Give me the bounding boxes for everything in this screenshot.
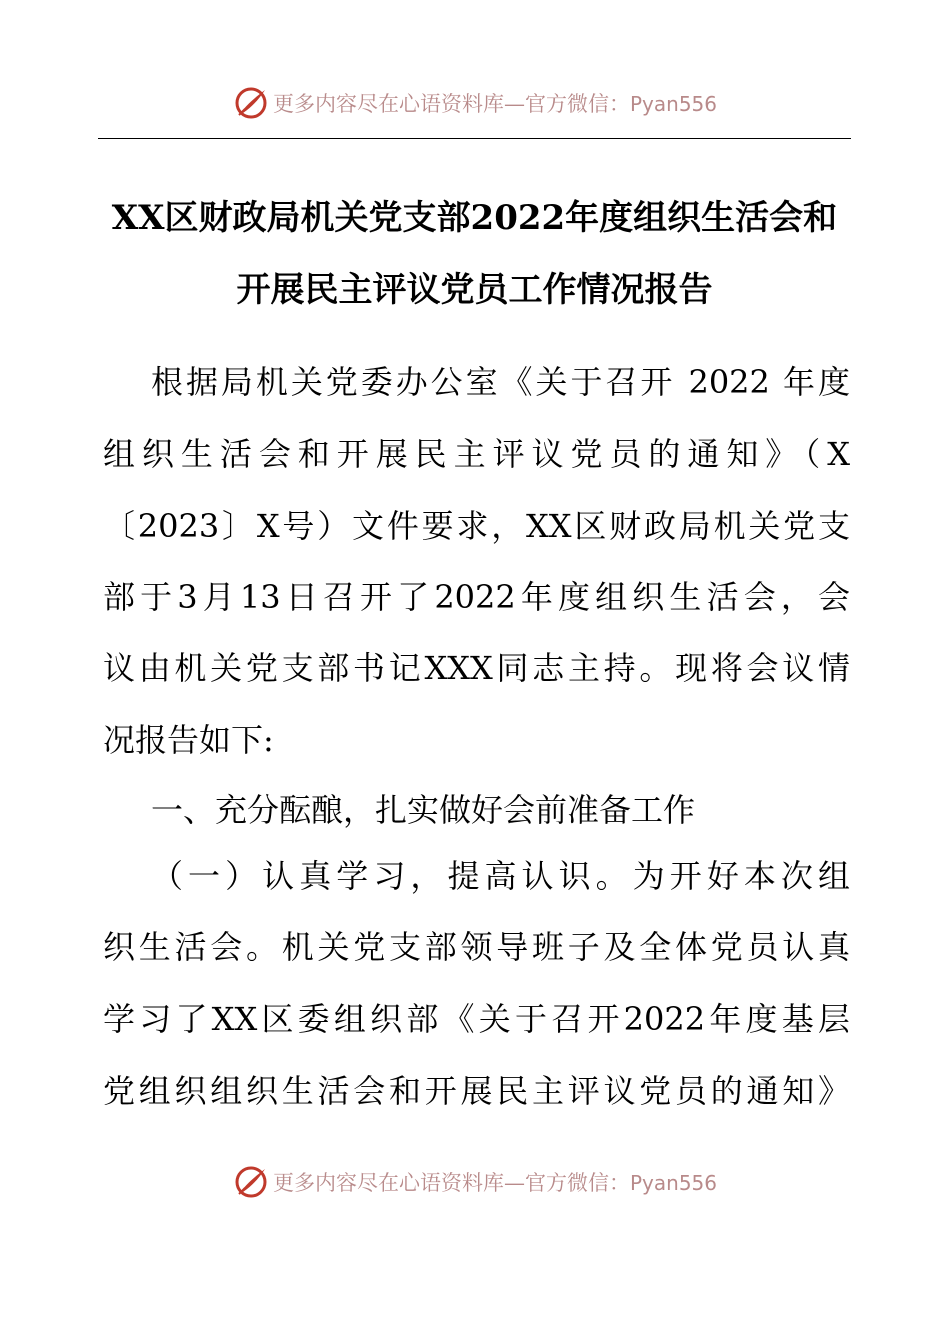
body-line-2: 组织生活会和开展民主评议党员的通知》（X <box>103 435 850 473</box>
body-line-10: 学习了XX区委组织部《关于召开2022年度基层 <box>103 1000 850 1038</box>
body-line-4: 部于3月13日召开了2022年度组织生活会，会 <box>103 578 850 616</box>
wechat-id: Pyan556 <box>629 92 717 116</box>
document-title-line-1: XX区财政局机关党支部2022年度组织生活会和 <box>111 198 838 238</box>
wechat-id: Pyan556 <box>629 1171 717 1195</box>
banner-text: 更多内容尽在心语资料库—官方微信：Pyan556 <box>272 92 717 116</box>
body-line-6: 况报告如下: <box>103 721 274 759</box>
document-title-line-2: 开展民主评议党员工作情况报告 <box>236 270 713 310</box>
header-watermark-banner <box>0 83 950 123</box>
quill-logo-icon <box>233 85 269 121</box>
quill-logo-icon <box>233 1164 269 1200</box>
body-line-11: 党组织组织生活会和开展民主评议党员的通知》 <box>103 1072 850 1110</box>
body-line-3: 〔2023〕X号）文件要求，XX区财政局机关党支 <box>103 507 850 545</box>
banner-text: 更多内容尽在心语资料库—官方微信：Pyan556 <box>272 1171 717 1195</box>
body-line-8: （一）认真学习，提高认识。为开好本次组 <box>151 857 850 895</box>
header-rule <box>98 138 851 139</box>
section-heading-1: 一、充分酝酿，扎实做好会前准备工作 <box>151 791 696 829</box>
body-line-1: 根据局机关党委办公室《关于召开 2022 年度 <box>151 363 850 401</box>
footer-watermark-banner <box>0 1162 950 1202</box>
body-line-9: 织生活会。机关党支部领导班子及全体党员认真 <box>103 928 850 966</box>
body-line-5: 议由机关党支部书记XXX同志主持。现将会议情 <box>103 649 850 687</box>
